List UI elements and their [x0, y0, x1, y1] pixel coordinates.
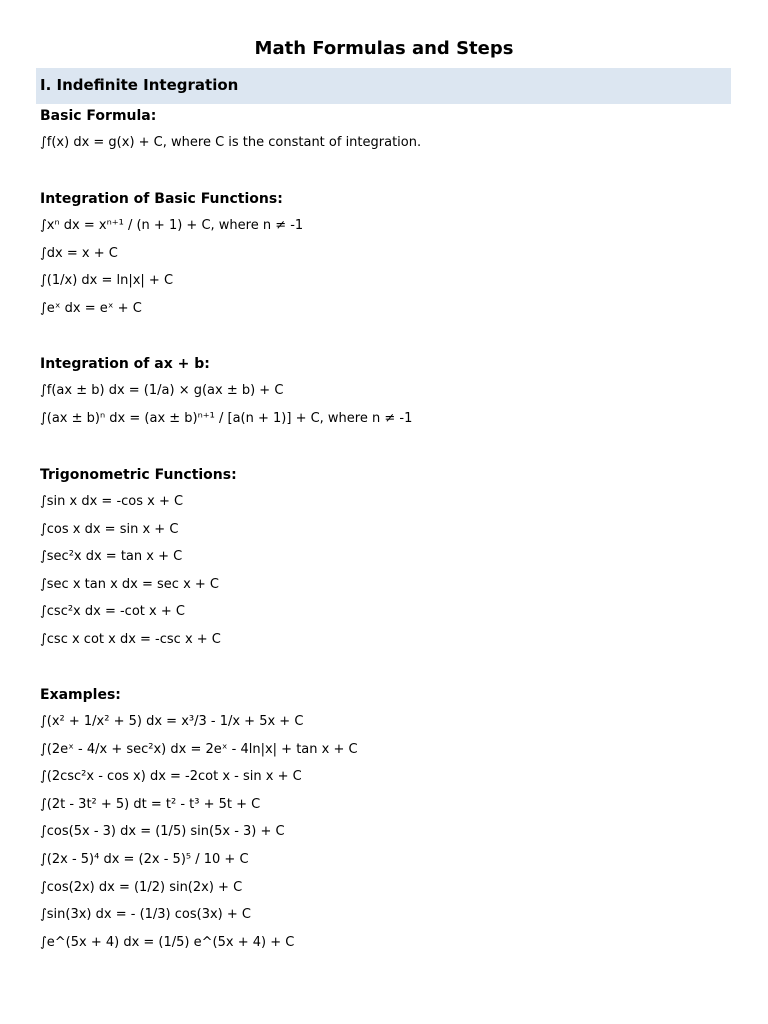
example-line: ∫(x² + 1/x² + 5) dx = x³/3 - 1/x + 5x + C — [40, 714, 304, 729]
basic-functions-group — [40, 191, 303, 328]
examples-group — [40, 687, 358, 962]
formula-line: ∫dx = x + C — [40, 245, 118, 261]
example-line: ∫e^(5x + 4) dx = (1/5) e^(5x + 4) + C — [40, 934, 295, 950]
group-heading: Basic Formula: — [40, 108, 157, 124]
page-title: Math Formulas and Steps — [254, 38, 514, 59]
basic-formula-group — [40, 108, 421, 163]
example-line: ∫(2x - 5)⁴ dx = (2x - 5)⁵ / 10 + C — [40, 851, 249, 867]
formula-line: ∫cos x dx = sin x + C — [40, 521, 179, 537]
formula-line: ∫f(ax ± b) dx = (1/a) × g(ax ± b) + C — [40, 383, 284, 398]
example-line: ∫cos(2x) dx = (1/2) sin(2x) + C — [40, 879, 243, 895]
formula-line: ∫(ax ± b)ⁿ dx = (ax ± b)ⁿ⁺¹ / [a(n + 1)] + C, where n ≠ -1 — [40, 410, 413, 426]
section-title: I. Indefinite Integration — [40, 76, 239, 94]
trigonometric-group — [40, 467, 237, 660]
group-heading: Examples: — [40, 687, 121, 703]
ax-plus-b-group — [40, 356, 412, 438]
example-line: ∫sin(3x) dx = - (1/3) cos(3x) + C — [40, 907, 251, 923]
formula-line: ∫sec²x dx = tan x + C — [40, 549, 183, 565]
formula-line: ∫eˣ dx = eˣ + C — [40, 300, 142, 316]
formula-line: ∫f(x) dx = g(x) + C, where C is the constant of integration. — [40, 135, 422, 150]
group-heading: Trigonometric Functions: — [40, 467, 237, 483]
group-heading: Integration of ax + b: — [40, 356, 210, 372]
example-line: ∫(2eˣ - 4/x + sec²x) dx = 2eˣ - 4ln|x| + tan x + C — [40, 741, 358, 757]
example-line: ∫(2csc²x - cos x) dx = -2cot x - sin x + C — [40, 769, 302, 785]
formula-line: ∫sin x dx = -cos x + C — [40, 494, 184, 509]
example-line: ∫cos(5x - 3) dx = (1/5) sin(5x - 3) + C — [40, 824, 285, 840]
formula-line: ∫sec x tan x dx = sec x + C — [40, 576, 219, 592]
formula-line: ∫(1/x) dx = ln|x| + C — [40, 273, 174, 289]
example-line: ∫(2t - 3t² + 5) dt = t² - t³ + 5t + C — [40, 796, 261, 812]
formula-line: ∫csc x cot x dx = -csc x + C — [40, 631, 221, 647]
group-heading: Integration of Basic Functions: — [40, 191, 283, 207]
formula-line: ∫csc²x dx = -cot x + C — [40, 604, 185, 620]
section-banner — [36, 68, 731, 104]
formula-line: ∫xⁿ dx = xⁿ⁺¹ / (n + 1) + C, where n ≠ -1 — [40, 218, 304, 233]
